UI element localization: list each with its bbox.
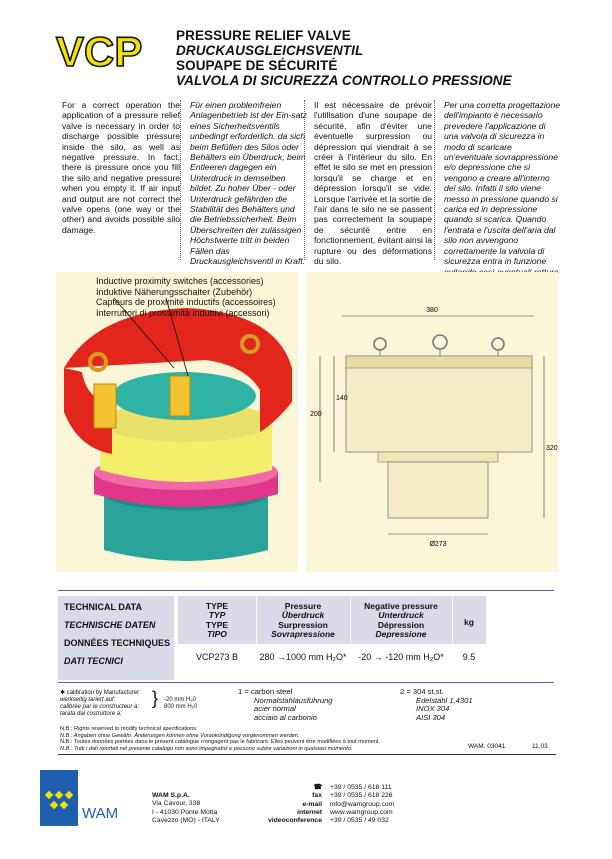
- title-de: DRUCKAUSGLEICHSVENTIL: [176, 43, 364, 58]
- rule-top: [58, 590, 554, 591]
- intro-fr: Il est nécessaire de prévoir l'utilisation d'une soupape de sécurité, afin d'éviter une éventuelle surpression ou dépression qui viendrait à se créer à l'intérieur du silo. En effet le silo se met en pression lorsqu'il se charge et en dépression lorsqu'il se vide. Lorsque l'arrivée et la sortie de l'air dans le silo ne se passent pas correctement la soupape de sécurité entre en fonctionnement, évitant ainsi la rupture ou des déformations du silo.: [314, 100, 432, 267]
- doc-date: 11.03: [532, 743, 548, 750]
- header-type: TYPE TYP TYPE TIPO: [205, 601, 229, 640]
- wam-logo: [40, 770, 124, 826]
- title-fr: SOUPAPE DE SÉCURITÉ: [176, 58, 338, 73]
- row-negative: -20 → -120 mm H₂O*: [358, 652, 444, 662]
- callout-en: Inductive proximity switches (accessories): [96, 276, 264, 286]
- dim-140: 140: [336, 395, 348, 402]
- calibration-values: -20 mm H₂0 800 mm H₂0: [164, 697, 198, 710]
- header-negative-pressure: Negative pressure Unterdruck Dépression Depressione: [364, 601, 438, 640]
- intro-de: Für einen problemfreien Anlagenbetrieb ist der Ein-satz eines Sicherheitsventils unbedingt erforderlich, da sich beim Befüllen des Silos oder Behälters ein Überdruck, beim Entleeren dagegen ein Unterdruck in demselben bildet. Zu hoher Über - oder Unterdruck gefährden die Stabilität des Behälters und die Betriebssicherheit. Beim Überschreiten der zulässigen Höchstwerte tritt in beiden Fällen das Druckausgleichsventil in Kraft.: [190, 100, 308, 267]
- intro-en: For a correct operation the application of a pressure relief valve is necessary in order to discharge possible pressure inside the silo, as well as negative pressure. In fact, there is pressure once you fill the silo and negative pressure when you empty it. If air input and output are not correct the valve opens (one way or the other) and avoids possible silo damage.: [62, 100, 180, 235]
- title-block: [176, 28, 536, 88]
- doc-code: WAM. 03041: [468, 743, 506, 750]
- row-kg: 9.5: [462, 652, 476, 662]
- tech-label-de: TECHNISCHE DATEN: [64, 620, 156, 630]
- intro-it: Per una corretta progettazione dell'impianto è necessario prevedere l'applicazione di una valvola di sicurezza in modo di scaricare un'eventuale sovrappressione e/o depressione che si vengono a creare all'interno del silo. Infatti il silo viene messo in pressione quando si carica ed in depressione quando si scarica. Quando l'entrata e l'uscita dell'aria dal silo non avvengono correttamente la valvola di sicurezza entra in funzione: [444, 100, 561, 267]
- material-2: 2 = 304 st.st. Edelstahl 1.4301 INOX 304 AISI 304: [400, 687, 473, 722]
- callout-de: Induktive Näherungsschalter (Zubehör): [96, 286, 253, 297]
- contact-values: +39 / 0535 / 618 111 +39 / 0535 / 618 226 info@wamgroup.com www.wamgroup.com +39 / 0535 / 49 032: [330, 784, 395, 825]
- tech-label-fr: DONNÉES TECHNIQUES: [64, 638, 171, 648]
- tech-label-it: DATI TECNICI: [64, 656, 123, 666]
- column-divider: [180, 100, 181, 260]
- dim-320: 320: [546, 445, 558, 452]
- technical-data-labels: [58, 596, 174, 680]
- wam-logo-text: WAM: [82, 805, 119, 822]
- title-en: PRESSURE RELIEF VALVE: [176, 28, 351, 43]
- vcp-logo: [52, 26, 164, 74]
- tech-label-en: TECHNICAL DATA: [64, 602, 142, 612]
- header-pressure: Pressure Überdruck Surpression Sovrapressione: [271, 601, 335, 640]
- calibration-brace: }: [152, 688, 159, 708]
- dimension-drawing: [306, 272, 558, 572]
- column-divider: [434, 100, 435, 260]
- column-divider: [304, 100, 305, 260]
- footer-rule: [58, 754, 556, 755]
- vcp-logo-text: VCP: [56, 28, 143, 74]
- technical-data-table: [178, 596, 486, 680]
- calibration-note: ✱ calibration by Manufacturer: werkseitig tariert auf: calibrée par le constructeur à: tarata dal costruttore a:: [60, 690, 141, 717]
- callout-it: Interruttori di prossimità induttivi (accessori): [96, 307, 270, 318]
- company-address: WAM S.p.A. Via Cavour, 338 I - 41030 Ponte Motta Cavezzo (MO) - ITALY: [152, 792, 220, 824]
- material-1: 1 = carbon steel Normalstahlausführung acier normal acciaio al carbonio: [238, 687, 333, 722]
- dim-diameter: Ø273: [429, 541, 447, 548]
- dim-380: 380: [426, 307, 438, 314]
- row-type: VCP273 B: [195, 652, 239, 662]
- disclaimer-notes: N.B.: Rights reserved to modify technical specifications N.B.: Angaben ohne Gewähr. Änderungen können ohne Vorankündigung vorgenommen werden. N.B.: Toutes données portées dans le présent catalogue n'engagent pas le fabricant. Elles peuvent être modifiées à tout moment. N.B.: Tutti i dati riportati nel presente catalogo non sono impegnativi e possono subire variazioni in qualsiasi momento.: [60, 726, 381, 752]
- title-it: VALVOLA DI SICUREZZA CONTROLLO PRESSIONE: [176, 73, 512, 88]
- dimension-drawing-panel: [306, 272, 558, 572]
- header-kg: kg: [464, 617, 474, 627]
- row-pressure: 280 →1000 mm H₂O*: [259, 652, 347, 662]
- contact-labels: ☎ fax e-mail internet videoconference: [267, 784, 322, 825]
- proximity-switch-callout: [96, 276, 276, 318]
- rule-bottom: [58, 682, 554, 683]
- callout-fr: Capteurs de proximité inductifs (accessoires): [96, 297, 276, 308]
- dim-200: 200: [310, 411, 322, 418]
